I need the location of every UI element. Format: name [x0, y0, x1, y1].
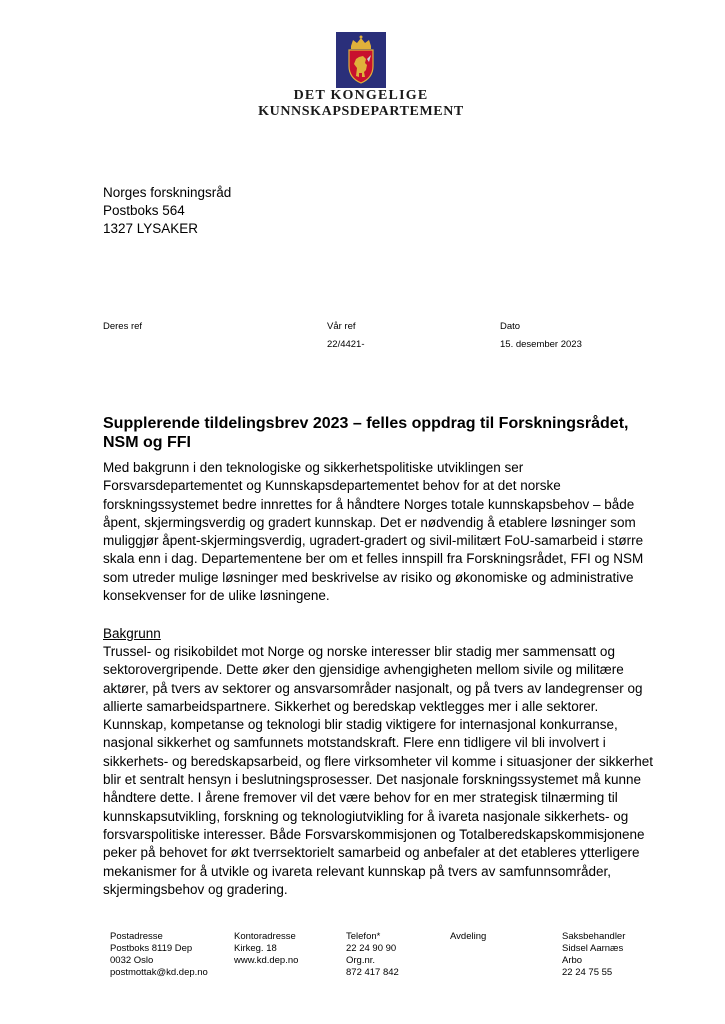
footer-text: 22 24 75 55	[562, 967, 613, 978]
ref-date-value: 15. desember 2023	[500, 339, 582, 350]
ref-date-label: Dato	[500, 321, 521, 332]
footer-text: 22 24 90 90	[346, 943, 397, 954]
footer-text: Arbo	[562, 955, 583, 966]
footer-postal-address	[110, 931, 208, 979]
footer-text: Avdeling	[450, 931, 487, 942]
section-heading-background: Bakgrunn	[103, 626, 161, 641]
footer-text: Saksbehandler	[562, 931, 626, 942]
footer-department	[450, 931, 486, 943]
footer-email: postmottak@kd.dep.no	[110, 967, 208, 978]
background-paragraph: Trussel- og risikobildet mot Norge og norske interesser blir stadig mer sammensatt og sektorovergripende. Dette øker den gjensidige avhengigheten mellom sivile og militære aktører, på tvers av sektorer og ansvarsområder nasjonalt, og på tvers av landegrenser og allierte samarbeidspartnere. Sikkerhet og beredskap vektlegges mer i alle sektorer. Kunnskap, kompetanse og teknologi blir stadig viktigere for internasjonal konkurranse, nasjonal sikkerhet og samfunnets motstandskraft. Flere enn tidligere vil bli involvert i sikkerhets- og beredskapsarbeid, og flere virksomheter vil komme i situasjoner der sikkerhet blir et sentralt hensyn i beslutningsprosesser. Det nasjonale forskningssystemet må kunne håndtere dette. I årene fremover vil det være behov for en mer strategisk tilnærming til kunnskapsutvikling, forskning og teknologiutvikling for å ivareta nasjonale sikkerhets- og forsvarspolitiske interesser. Både Forsvarskommisjonen og Totalberedskapskommisjonene peker på behovet for økt tverrsektorielt samarbeid og anbefaler at det etableres ytterligere mekanismer for å utvikle og ivareta relevant kunnskap på tvers av samfunnsområder, skjermingsbehov og gradering.	[103, 644, 653, 897]
footer-case-officer	[562, 931, 625, 979]
footer-website: www.kd.dep.no	[234, 955, 299, 966]
ref-var-label: Vår ref	[327, 321, 356, 332]
ministry-name-line2: KUNNSKAPSDEPARTEMENT	[258, 104, 464, 119]
letter-title: Supplerende tildelingsbrev 2023 – felles oppdrag til Forskningsrådet, NSM og FFI	[103, 415, 629, 451]
recipient-address	[103, 184, 231, 238]
footer-text: Postboks 8119 Dep	[110, 943, 193, 954]
intro-paragraph: Med bakgrunn i den teknologiske og sikkerhetspolitiske utviklingen ser Forsvarsdepartementet og Kunnskapsdepartementet behov for at det norske forskningssystemet bedre innrettes for å håndtere Norges totale kunnskapsbehov – både åpent, skjermingsverdig og gradert kunnskap. Det er nødvendig å etablere løsninger som muliggjør åpent-skjermingsverdig, ugradert-gradert og sivil-militært FoU-samarbeid i større skala enn i dag. Departementene ber om et felles innspill fra Forskningsrådet, FFI og NSM som utreder mulige løsninger med beskrivelse av risiko og økonomiske og administrative konsekvenser for de ulike løsningene.	[103, 460, 644, 604]
footer-text: Org.nr.	[346, 955, 376, 966]
recipient-postbox: Postboks 564	[103, 203, 185, 218]
ref-date	[500, 318, 582, 354]
ref-var-value: 22/4421-	[327, 339, 365, 350]
royal-coat-of-arms-icon	[336, 32, 386, 88]
ref-deres-label: Deres ref	[103, 321, 143, 332]
footer-text: 0032 Oslo	[110, 955, 154, 966]
footer-text: Postadresse	[110, 931, 163, 942]
ministry-name-line1: DET KONGELIGE	[293, 88, 429, 103]
recipient-city: 1327 LYSAKER	[103, 221, 199, 236]
footer-text: Kirkeg. 18	[234, 943, 277, 954]
letterhead-logo	[250, 30, 472, 130]
footer-text: Sidsel Aarnæs	[562, 943, 624, 954]
ref-deres	[103, 318, 142, 336]
footer-text: Telefon*	[346, 931, 381, 942]
footer-phone	[346, 931, 399, 979]
footer-text: 872 417 842	[346, 967, 399, 978]
footer-text: Kontoradresse	[234, 931, 296, 942]
footer-office-address	[234, 931, 298, 967]
recipient-name: Norges forskningsråd	[103, 185, 232, 200]
ref-var	[327, 318, 365, 354]
